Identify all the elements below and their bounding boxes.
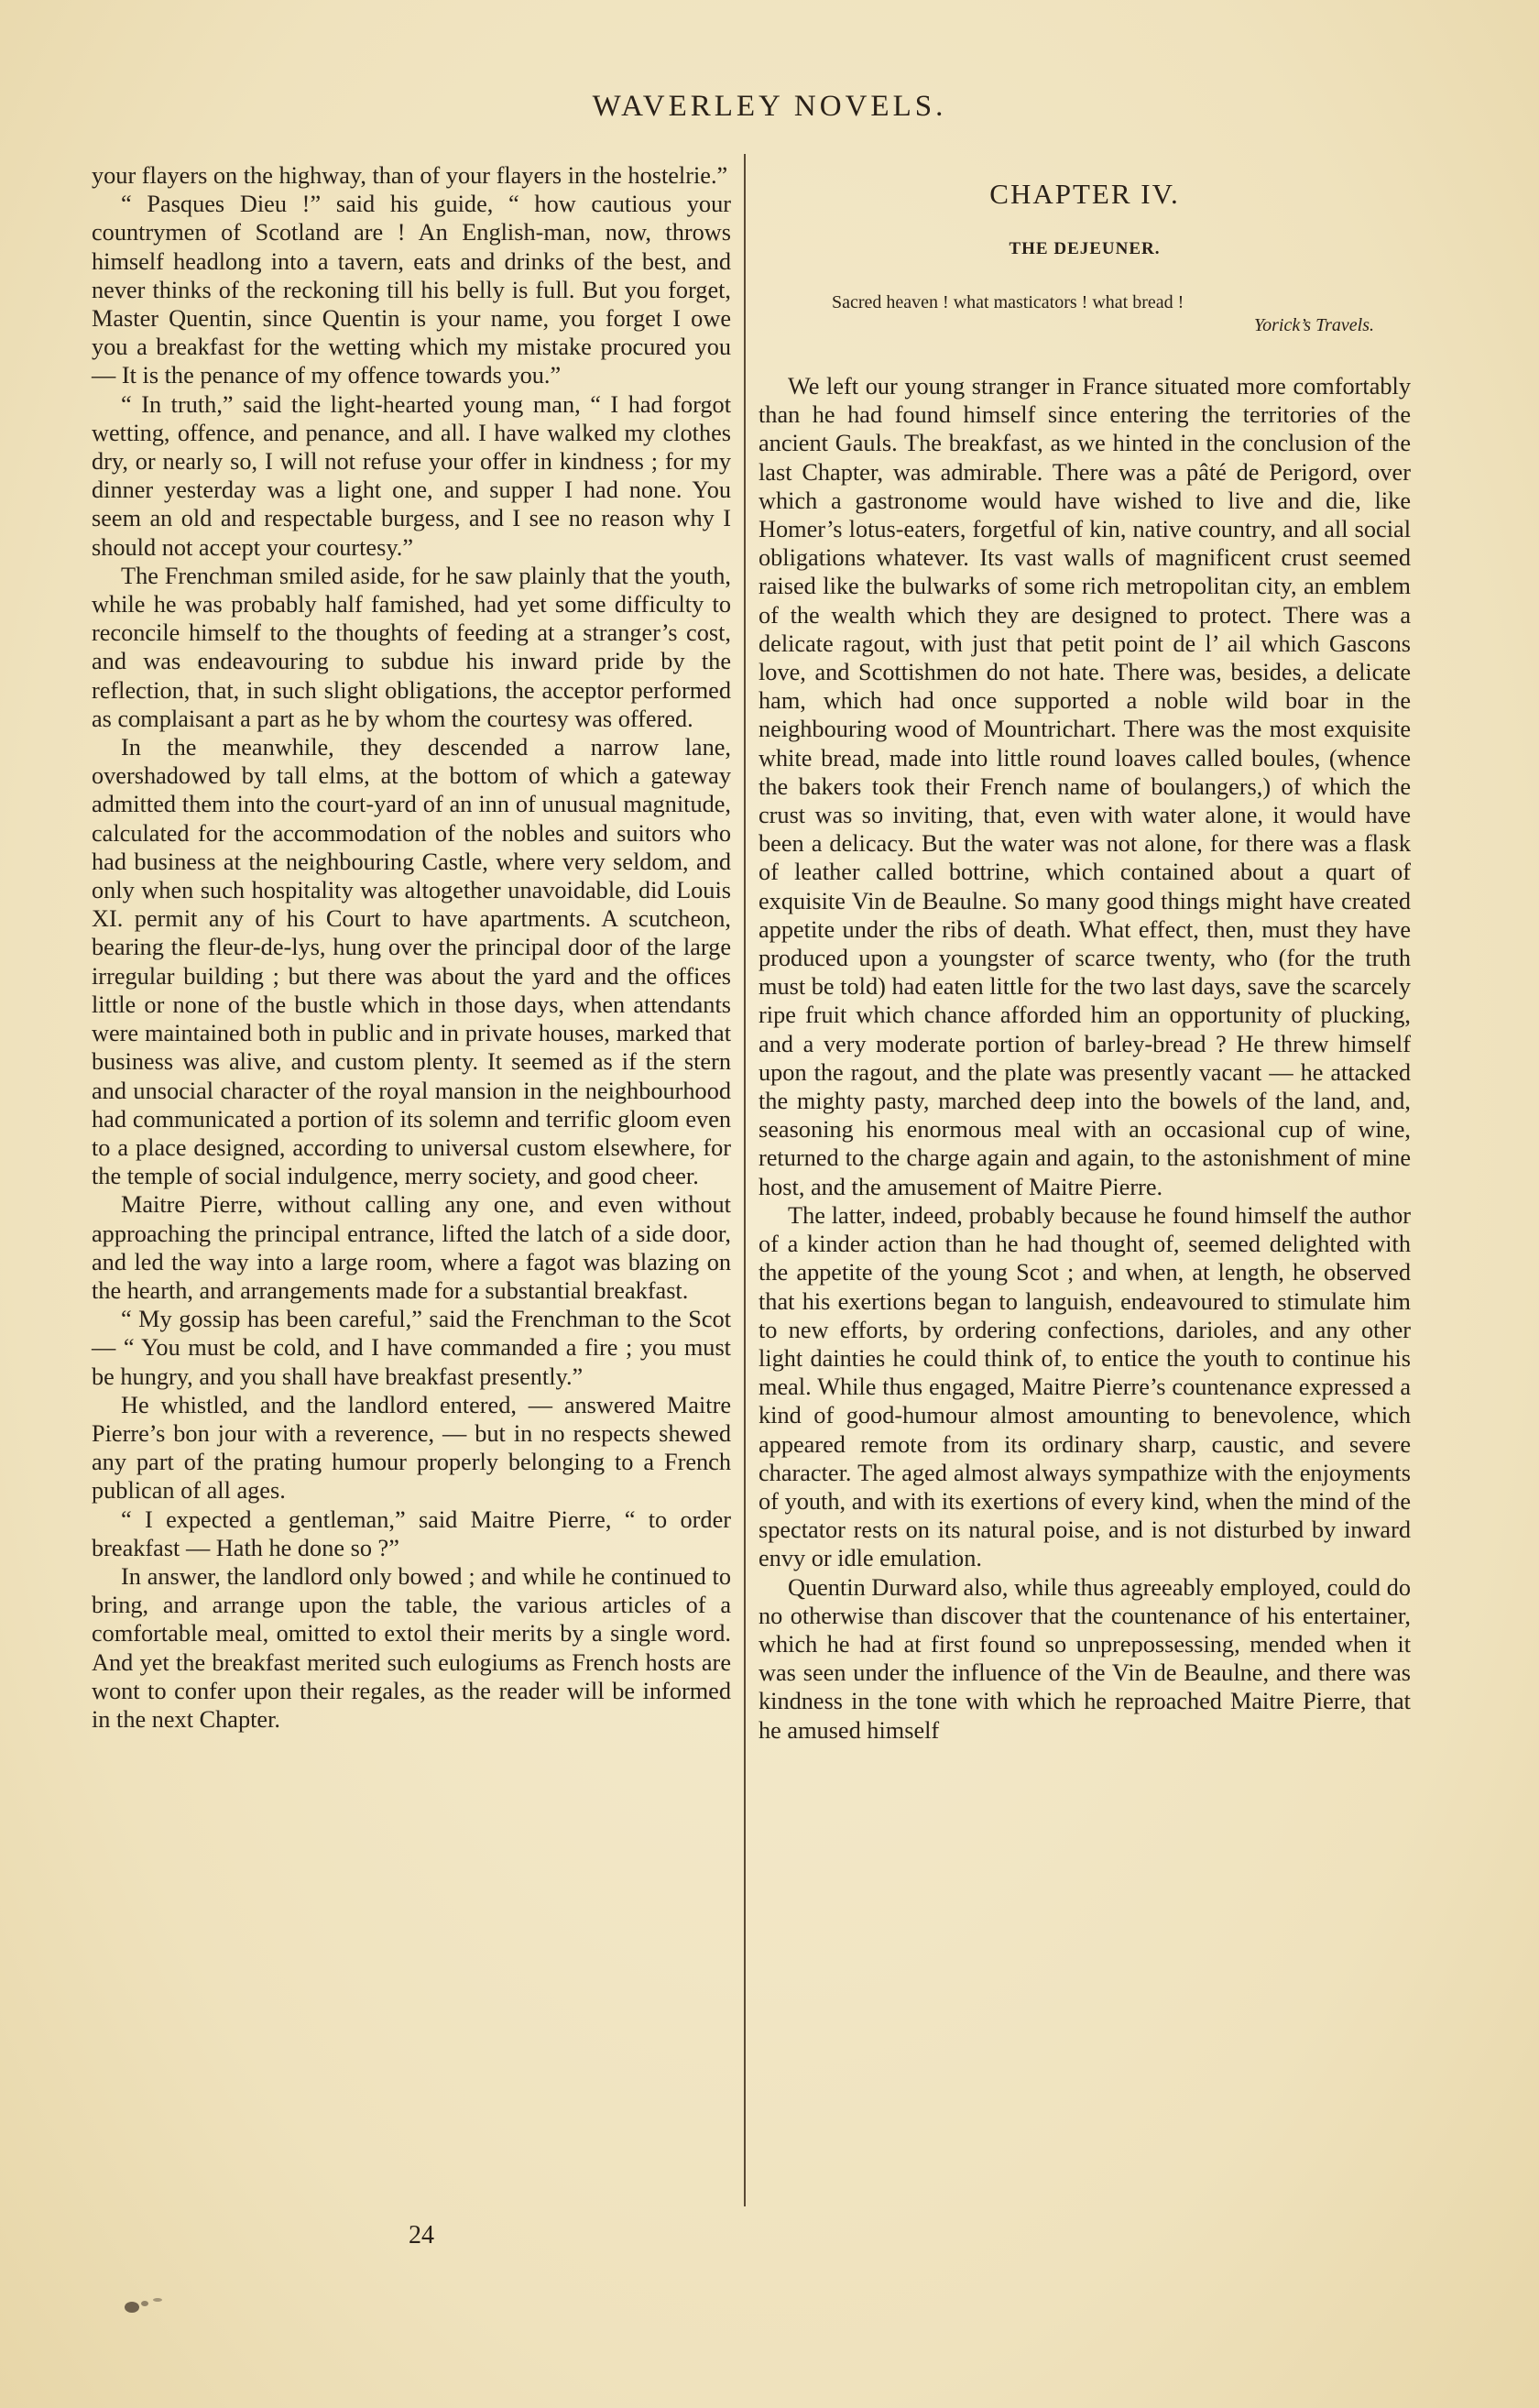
running-head: WAVERLEY NOVELS. [592, 90, 947, 123]
epigraph-text: Sacred heaven ! what masticators ! what bread ! [832, 292, 1184, 312]
page-number: 24 [409, 2221, 434, 2249]
chapter-subtitle: THE DEJEUNER. [1009, 239, 1161, 258]
paragraph: Quentin Durward also, while thus agreeably employed, could do no otherwise than discover that the countenance of his entertainer, which he had at first found so unprepossessing, mended when it was seen under the influence of the Vin de Beaulne, and there was kindness in the tone with which he reproached Maitre Pierre, that he amused himself [759, 1573, 1411, 1744]
chapter-title: CHAPTER IV. [989, 178, 1180, 210]
epigraph [832, 291, 1374, 337]
right-column [759, 161, 1411, 1745]
paragraph: Maitre Pierre, without calling any one, and even without approaching the principal entrance, lifted the latch of a side door, and led the way into a large room, where a fagot was blazing on the hearth, and arrangements made for a substantial breakfast. [92, 1191, 731, 1304]
paragraph: your flayers on the highway, than of your flayers in the hostelrie.” [92, 162, 728, 189]
paragraph: In the meanwhile, they descended a narrow lane, overshadowed by tall elms, at the bottom of which a gateway admitted them into the court-yard of an inn of unusual magnitude, calculated for the accommodation of the nobles and suitors who had business at the neighbouring Castle, where very seldom, and only when such hospitality was altogether unavoidable, did Louis XI. permit any of his Court to have apartments. A scutcheon, bearing the fleur-de-lys, hung over the principal door of the large irregular building ; but there was about the yard and the offices little or none of the bustle which in those days, when attendants were maintained both in public and in private houses, marked that business was alive, and custom plenty. It seemed as if the stern and unsocial character of the royal mansion in the neighbourhood had communicated a portion of its solemn and terrific gloom even to a place designed, according to universal custom elsewhere, for the temple of social indulgence, merry society, and good cheer. [92, 734, 731, 1190]
paragraph: “ I expected a gentleman,” said Maitre Pierre, “ to order breakfast — Hath he done so ?” [92, 1505, 731, 1561]
paragraph: “ My gossip has been careful,” said the Frenchman to the Scot — “ You must be cold, and I have commanded a fire ; you must be hungry, and you shall have breakfast presently.” [92, 1306, 731, 1390]
paragraph: He whistled, and the landlord entered, — answered Maitre Pierre’s bon jour with a reverence, — but in no respects shewed any part of the prating humour properly belonging to a French publican of all ages. [92, 1391, 731, 1505]
ink-blot [119, 2291, 174, 2316]
paragraph: “ In truth,” said the light-hearted young man, “ I had forgot wetting, offence, and penance, and all. I have walked my clothes dry, or nearly so, I will not refuse your offer in kindness ; for my dinner yesterday was a light one, and supper I had none. You seem an old and respectable burgess, and I see no reason why I should not accept your courtesy.” [92, 390, 731, 561]
drop-word: We [788, 373, 820, 400]
paragraph: In answer, the landlord only bowed ; and while he continued to bring, and arrange upon the table, the various articles of a comfortable meal, omitted to extol their merits by a single word. And yet the breakfast merited such eulogiums as French hosts are wont to confer upon their regales, as the reader will be informed in the next Chapter. [92, 1562, 731, 1733]
paragraph: The latter, indeed, probably because he found himself the author of a kinder action than he had thought of, seemed delighted with the appetite of the young Scot ; and when, at length, he observed that his exertions began to languish, endeavoured to stimulate him to new efforts, by ordering confections, darioles, and any other light dainties he could think of, to entice the youth to continue his meal. While thus engaged, Maitre Pierre’s countenance expressed a kind of good-humour almost amounting to benevolence, which appeared remote from its ordinary sharp, caustic, and severe character. The aged almost always sympathize with the enjoyments of youth, and with its exertions of every kind, when the mind of the spectator rests on its natural poise, and is not disturbed by inward envy or idle emulation. [759, 1201, 1411, 1572]
column-divider [744, 154, 746, 2206]
paragraph-text: left our young stranger in France situated more comfortably than he had found himself since entering the territories of the ancient Gauls. The breakfast, as we hinted in the conclusion of the last Chapter, was admirable. There was a pâté de Perigord, over which a gastronome would have wished to live and die, like Homer’s lotus-eaters, forgetful of kin, native country, and all social obligations whatever. Its vast walls of magnificent crust seemed raised like the bulwarks of some rich metropolitan city, an emblem of the wealth which they are designed to protect. There was a delicate ragout, with just that petit point de l’ ail which Gascons love, and Scottishmen do not hate. There was, besides, a delicate ham, which had once supported a noble wild boar in the neighbouring wood of Mountrichart. There was the most exquisite white bread, made into little round loaves called boules, (whence the bakers took their French name of boulangers,) of which the crust was so inviting, that, even with water alone, it would have been a delicacy. But the water was not alone, for there was a flask of leather called bottrine, which contained about a quart of exquisite Vin de Beaulne. So many good things might have created appetite under the ribs of death. What effect, then, must they have produced upon a youngster of scarce twenty, who (for the truth must be told) had eaten little for the two last days, save the scarcely ripe fruit which chance afforded him an opportunity of plucking, and a very moderate portion of barley-bread ? He threw himself upon the ragout, and the plate was presently vacant — he attacked the mighty pasty, marched deep into the bowels of the land, and, seasoning his enormous meal with an occasional cup of wine, returned to the charge again and again, to the astonishment of mine host, and the amusement of Maitre Pierre. [759, 373, 1411, 1200]
paragraph: The Frenchman smiled aside, for he saw plainly that the youth, while he was probably half famished, had yet some difficulty to reconcile himself to the thoughts of feeding at a stranger’s cost, and was endeavouring to subdue his inward pride by the reflection, that, in such slight obligations, the acceptor performed as complaisant a part as he by whom the courtesy was offered. [92, 562, 731, 732]
epigraph-attribution: Yorick’s Travels. [1253, 315, 1374, 335]
paragraph [759, 372, 1411, 1201]
left-column [92, 161, 731, 1734]
paragraph: “ Pasques Dieu !” said his guide, “ how cautious your countrymen of Scotland are ! An English-man, now, throws himself headlong into a tavern, eats and drinks of the best, and never thinks of the reckoning till his belly is full. But you forget, Master Quentin, since Quentin is your name, you forget I owe you a breakfast for the wetting which my mistake procured you — It is the penance of my offence towards you.” [92, 191, 731, 389]
